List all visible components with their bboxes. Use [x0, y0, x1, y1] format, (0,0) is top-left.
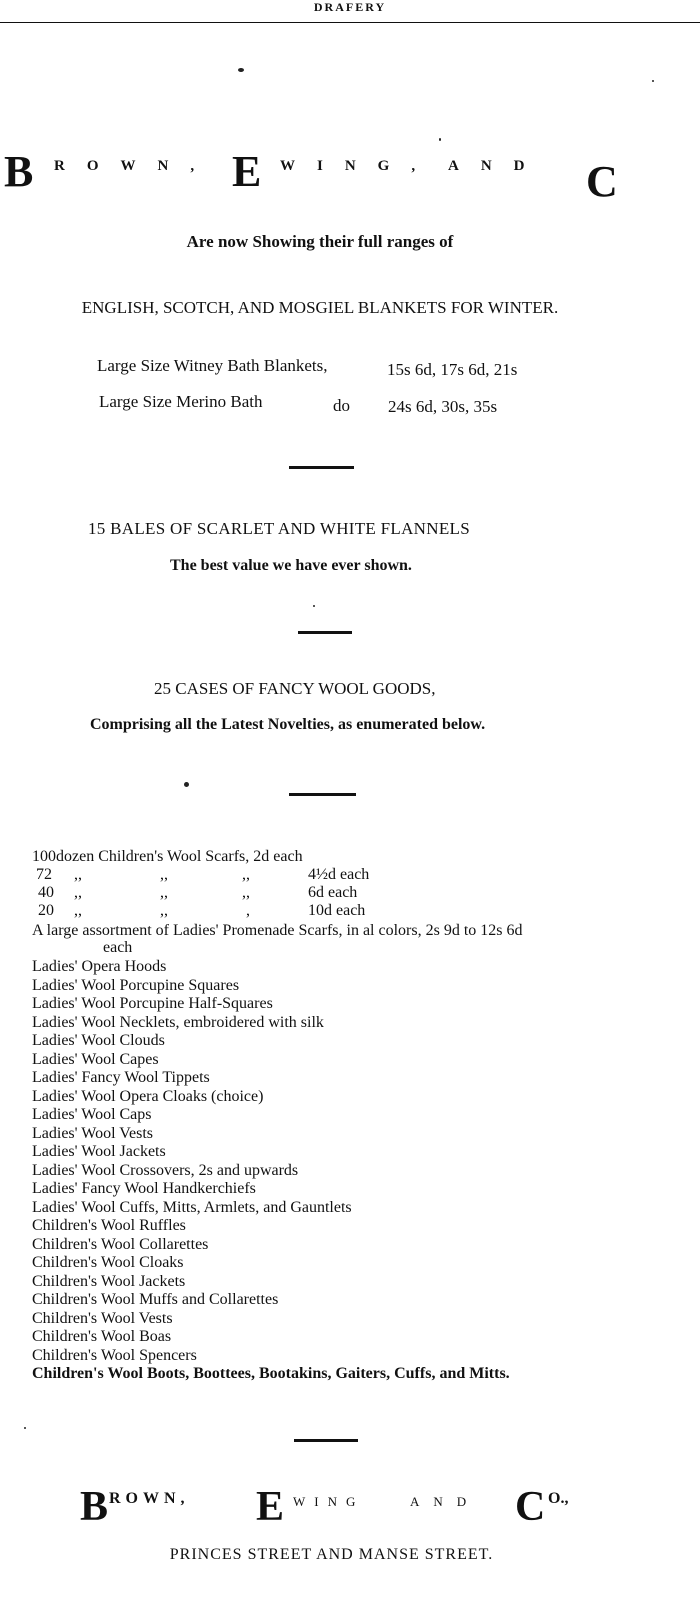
- print-speck: [24, 1427, 26, 1429]
- ditto-mark: ,,: [242, 866, 250, 883]
- assortment-line: A large assortment of Ladies' Promenade Scarfs, in al colors, 2s 9d to 12s 6d: [32, 922, 523, 939]
- ditto-mark: ,,: [242, 884, 250, 901]
- footer-name-ewing: WING: [293, 1494, 365, 1509]
- section-divider: [289, 793, 356, 796]
- print-speck: [184, 782, 189, 787]
- firm-initial-e: E: [232, 147, 262, 196]
- list-item: Children's Wool Muffs and Collarettes: [32, 1291, 279, 1308]
- footer-address: PRINCES STREET AND MANSE STREET.: [169, 1546, 494, 1563]
- flannels-subline: The best value we have ever shown.: [170, 557, 412, 574]
- list-item: Ladies' Wool Opera Cloaks (choice): [32, 1087, 264, 1105]
- footer-name-brown: ROWN,: [109, 1490, 190, 1507]
- list-item: Ladies' Wool Crossovers, 2s and upwards: [32, 1161, 299, 1179]
- list-item: Ladies' Wool Clouds: [32, 1032, 165, 1049]
- scarf-quantity: 20: [38, 902, 54, 919]
- list-item: Ladies' Wool Capes: [32, 1050, 159, 1068]
- section-title: DRAFERY: [313, 0, 387, 14]
- scarf-quantity: 100: [32, 848, 56, 865]
- list-item: Children's Wool Ruffles: [32, 1217, 186, 1234]
- blankets-headline: ENGLISH, SCOTCH, AND MOSGIEL BLANKETS FOR WINTER.: [81, 298, 559, 317]
- list-item: Ladies' Opera Hoods: [32, 958, 167, 975]
- ditto-mark: ,,: [74, 902, 82, 919]
- list-item: Ladies' Wool Jackets: [32, 1143, 166, 1160]
- ditto-mark: ,,: [160, 902, 168, 919]
- list-item: Ladies' Wool Porcupine Half-Squares: [32, 995, 273, 1012]
- list-item: Children's Wool Cloaks: [32, 1254, 184, 1271]
- fancy-goods-headline: 25 CASES OF FANCY WOOL GOODS,: [154, 679, 436, 698]
- print-speck: [238, 68, 244, 72]
- list-item: Children's Wool Jackets: [32, 1272, 186, 1290]
- firm-initial-b: B: [4, 147, 34, 196]
- list-item: Ladies' Wool Vests: [32, 1124, 153, 1142]
- section-divider: [294, 1439, 358, 1442]
- ditto-mark: do: [333, 396, 350, 415]
- scarf-price: 10d each: [308, 902, 366, 919]
- footer-initial-b: B: [80, 1484, 109, 1530]
- print-speck: [313, 605, 315, 607]
- list-item: Ladies' Fancy Wool Tippets: [32, 1069, 210, 1086]
- list-item: Ladies' Wool Cuffs, Mitts, Armlets, and Gauntlets: [32, 1198, 352, 1216]
- wool-goods-list: [32, 958, 672, 1384]
- flannels-headline: 15 BALES OF SCARLET AND WHITE FLANNELS: [88, 519, 470, 538]
- print-speck: [652, 80, 654, 82]
- list-item: Ladies' Wool Caps: [32, 1106, 152, 1123]
- list-item: Children's Wool Spencers: [32, 1346, 197, 1364]
- price-label: Large Size Witney Bath Blankets,: [97, 356, 328, 375]
- fancy-goods-subline: Comprising all the Latest Novelties, as enumerated below.: [90, 716, 486, 733]
- scarf-quantity: 40: [38, 884, 54, 901]
- list-item: Ladies' Fancy Wool Handkerchiefs: [32, 1180, 256, 1197]
- firm-name-brown: ROWN,: [54, 158, 217, 174]
- list-item: Children's Wool Boots, Boottees, Bootakins, Gaiters, Cuffs, and Mitts.: [32, 1365, 510, 1382]
- tagline: Are now Showing their full ranges of: [186, 232, 454, 251]
- footer-initial-c: C: [515, 1484, 546, 1530]
- scarf-description: dozen Children's Wool Scarfs, 2d each: [56, 848, 303, 865]
- assortment-continuation: each: [103, 939, 133, 956]
- price-label: Large Size Merino Bath: [99, 392, 263, 411]
- footer-initial-e: E: [256, 1484, 285, 1530]
- ditto-mark: ,,: [74, 866, 82, 883]
- footer-name-co: O.,: [548, 1490, 569, 1507]
- ditto-mark: ,,: [74, 884, 82, 901]
- list-item: Ladies' Wool Necklets, embroidered with silk: [32, 1013, 324, 1031]
- ditto-mark: ,,: [160, 884, 168, 901]
- list-item: Children's Wool Vests: [32, 1309, 173, 1327]
- list-item: Ladies' Wool Porcupine Squares: [32, 976, 240, 994]
- scarf-price: 6d each: [308, 884, 358, 901]
- scarf-line: [32, 848, 303, 867]
- firm-name-ewing: WING,: [280, 158, 438, 174]
- firm-initial-c: C: [586, 157, 618, 206]
- firm-name-and: AND: [448, 158, 547, 174]
- ditto-mark: ,,: [160, 866, 168, 883]
- ditto-mark: ,: [246, 902, 250, 919]
- price-values: 15s 6d, 17s 6d, 21s: [387, 360, 518, 379]
- footer-name-and: AND: [410, 1494, 481, 1509]
- section-divider: [298, 631, 352, 634]
- scarf-quantity: 72: [36, 866, 52, 883]
- price-values: 24s 6d, 30s, 35s: [388, 397, 498, 416]
- scarf-price: 4½d each: [308, 866, 370, 883]
- header-divider: [0, 22, 700, 23]
- section-divider: [289, 466, 354, 469]
- list-item: Children's Wool Collarettes: [32, 1235, 209, 1253]
- print-speck: [439, 138, 441, 141]
- list-item: Children's Wool Boas: [32, 1328, 172, 1345]
